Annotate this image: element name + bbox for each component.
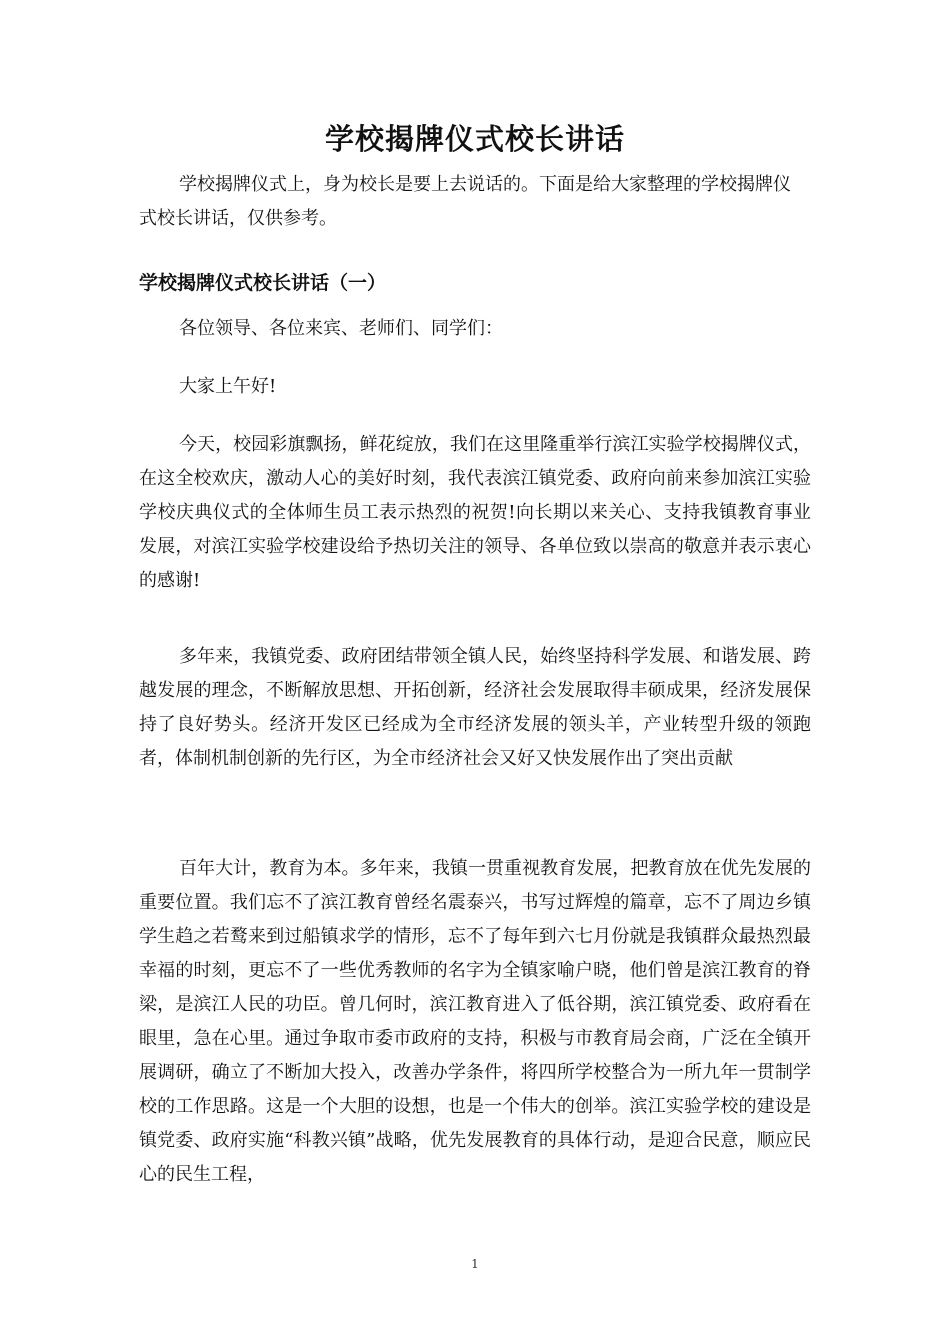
body-paragraph-education: 百年大计，教育为本。多年来，我镇一贯重视教育发展，把教育放在优先发展的重要位置。我们忘不了滨江教育曾经名震泰兴，书写过辉煌的篇章，忘不了周边乡镇学生趋之若鹜来到过船镇求学的情形，忘不了每年到六七月份就是我镇群众最热烈最幸福的时刻，更忘不了一些优秀教师的名字为全镇家喻户晓，他们曾是滨江教育的脊梁，是滨江人民的功臣。曾几何时，滨江教育进入了低谷期，滨江镇党委、政府看在眼里，急在心里。通过争取市委市政府的支持，积极与市教育局会商，广泛在全镇开展调研，确立了不断加大投入，改善办学条件，将四所学校整合为一所九年一贯制学校的工作思路。这是一个大胆的设想，也是一个伟大的创举。滨江实验学校的建设是镇党委、政府实施“科教兴镇”战略，优先发展教育的具体行动，是迎合民意，顺应民心的民生工程，	[139, 858, 811, 1185]
salutation-paragraph: 大家上午好!	[179, 376, 277, 397]
document-title: 学校揭牌仪式校长讲话	[324, 122, 625, 157]
body-paragraph-celebration: 今天，校园彩旗飘扬，鲜花绽放，我们在这里隆重举行滨江实验学校揭牌仪式，在这全校欢庆，激动人心的美好时刻，我代表滨江镇党委、政府向前来参加滨江实验学校庆典仪式的全体师生员工表示热烈的祝贺!向长期以来关心、支持我镇教育事业发展，对滨江实验学校建设给予热切关注的领导、各单位致以崇高的敬意并表示衷心的感谢!	[139, 434, 811, 591]
intro-paragraph: 学校揭牌仪式上，身为校长是要上去说话的。下面是给大家整理的学校揭牌仪式校长讲话，仅供参考。	[139, 174, 791, 229]
greeting-paragraph: 各位领导、各位来宾、老师们、同学们：	[179, 318, 503, 339]
body-paragraph-development: 多年来，我镇党委、政府团结带领全镇人民，始终坚持科学发展、和谐发展、跨越发展的理念，不断解放思想、开拓创新，经济社会发展取得丰硕成果，经济发展保持了良好势头。经济开发区已经成为全市经济发展的领头羊，产业转型升级的领跑者，体制机制创新的先行区，为全市经济社会又好又快发展作出了突出贡献	[139, 646, 811, 769]
page-number: 1	[471, 1257, 479, 1271]
section-heading: 学校揭牌仪式校长讲话（一）	[139, 272, 387, 294]
